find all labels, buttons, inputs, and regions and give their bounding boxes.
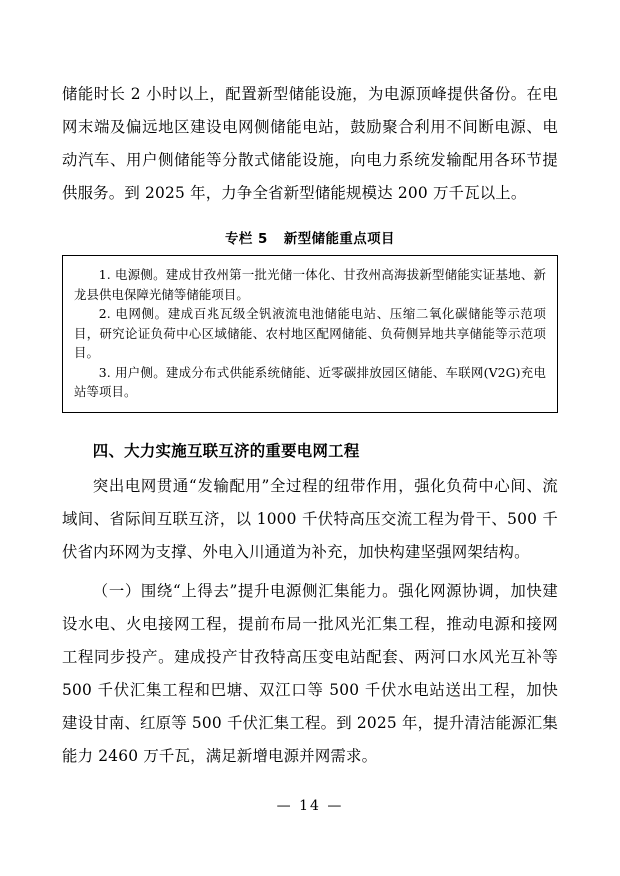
section-heading: 四、大力实施互联互济的重要电网工程 [92, 441, 360, 460]
callout-title-label: 专栏 5 [225, 232, 268, 247]
callout-item: 1. 电源侧。建成甘孜州第一批光储一体化、甘孜州高海拔新型储能实证基地、新龙县供电保障光储等储能项目。 [74, 267, 546, 302]
paragraph-storage-duration: 储能时长 2 小时以上，配置新型储能设施，为电源顶峰提供备份。在电网末端及偏远地区建设电网侧储能电站，鼓励聚合利用不间断电源、电动汽车、用户侧储能等分散式储能设施，向电力系统发输配用各环节提供服务。到 2025 年，力争全省新型储能规模达 200 万千瓦以上。 [62, 85, 558, 202]
callout-item: 2. 电网侧。建成百兆瓦级全钒液流电池储能电站、压缩二氧化碳储能等示范项目，研究论证负荷中心区域储能、农村地区配网储能、负荷侧异地共享储能等示范项目。 [74, 306, 546, 360]
page-footer: — 14 — [276, 798, 344, 814]
paragraph-section-intro: 突出电网贯通“发输配用”全过程的纽带作用，强化负荷中心间、流域间、省际间互联互济，以 1000 千伏特高压交流工程为骨干、500 千伏省内环网为支撑、外电入川通道为补充，加快构建坚强网架结构。 [62, 476, 558, 561]
callout-title-name: 新型储能重点项目 [283, 232, 395, 247]
callout-box [62, 255, 558, 413]
callout-item: 3. 用户侧。建成分布式供能系统储能、近零碳排放园区储能、车联网(V2G)充电站等项目。 [74, 364, 546, 399]
paragraph-subsection-one: （一）围绕“上得去”提升电源侧汇集能力。强化网源协调，加快建设水电、火电接网工程，提前布局一批风光汇集工程，推动电源和接网工程同步投产。建成投产甘孜特高压变电站配套、两河口水风光互补等 500 千伏汇集工程和巴塘、双江口等 500 千伏水电站送出工程，加快建设甘南、红原等 500 千伏汇集工程。到 2025 年，提升清洁能源汇集能力 2460 万千瓦，满足新增电源并网需求。 [62, 581, 558, 765]
callout-title [62, 228, 558, 247]
